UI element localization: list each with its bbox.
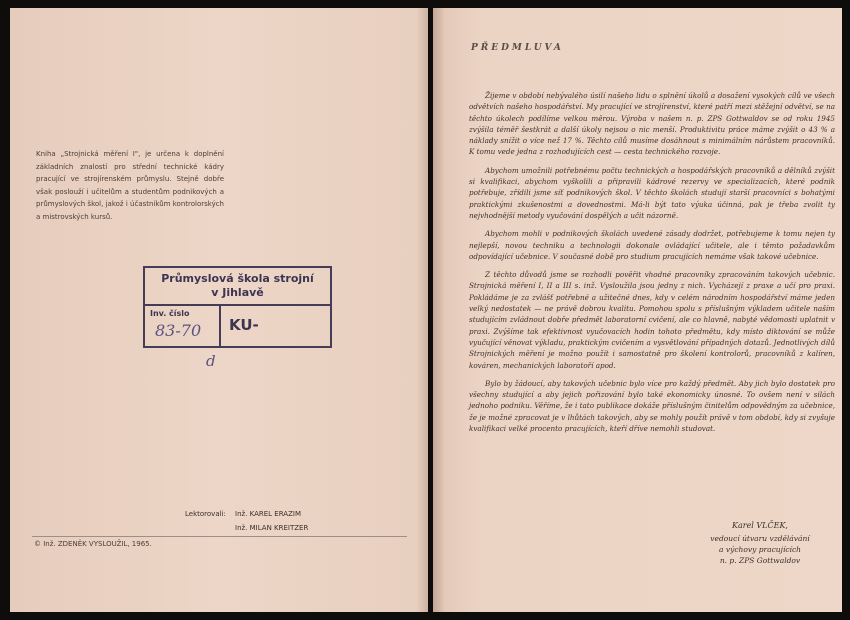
stamp-school-line-2: v Jihlavě xyxy=(211,286,264,299)
preface-paragraph: Abychom umožnili potřebnému počtu technických a hospodářských pracovníků a dělníků zvýšit si kvalifikaci, abychom vyškolili a připravili kádrové rezervy ve specializacích, které podnik potřebuje, zřídili jsme síť podnikových škol. V těchto školách studují starší pracovníci s bohatými praktickými zkušenostmi a dovednostmi. Má-li být tato výuka účinná, pak je třeba zvolit ty nejvhodnější metody vyučování dospělých a učit názorně. xyxy=(469,165,835,220)
preface-paragraph: Žijeme v období nebývalého úsilí našeho lidu o splnění úkolů a dosažení vysokých cílů ve všech odvětvích našeho hospodářství. My pracující ve strojírenství, které patří mezi stěžejní odvětví, se na těchto úkolech podílíme velkou měrou. Výroba v našem n. p. ZPS Gottwaldov se od roku 1945 zvýšila téměř šestkrát a další úkoly nejsou o nic menší. Produktivitu práce máme zvýšit o 43 % a náklady snížit o více než 17 %. Těchto cílů musíme dosáhnout s minimálním nárůstem pracovníků. K tomu vede jedna z rozhodujících cest — cesta technického rozvoje. xyxy=(469,91,835,157)
preface-paragraph: Abychom mohli v podnikových školách uvedené zásady dodržet, potřebujeme k tomu nejen ty nejlepší, novou techniku a technologii dokonale ovládající učitele, ale i těmto požadavkům odpovídající učebnice. V současné době pro studium pracujících nemáme však takové učebnice. xyxy=(469,229,835,261)
preface-paragraph: Z těchto důvodů jsme se rozhodli pověřit vhodné pracovníky zpracováním takových učebnic. Strojnická měření I, II a III s. inž. Vysloužila jsou jedny z nich. Vycházejí z praxe a učí pro praxi. Pokládáme je za zvlášť potřebné a užitečné dnes, kdy v celém národním hospodářství máme jeden velký nedostatek — ne právě dobrou kvalitu. Pomohou spolu s příslušným výkladem učitele naším studujícím zvládnout dobře předmět laboratorní cvičení, ale co hlavně, nabyté vědomosti uplatnit v praxi. Zvýšíme tak efektivnost vyučovacích hodin tohoto předmětu, kdy místo diktování se může vyučující věnovat výkladu, praktickým cvičením a vysvětlování případných dotazů. Jednotlivých dílů Strojnických měření je možno použít i samostatně pro školení kontrolorů, pracovníků z kalíren, kováren, mechanických laboratoří apod. xyxy=(469,270,835,370)
copyright-notice: © Inž. ZDENĚK VYSLOUŽIL, 1965. xyxy=(34,540,152,548)
reviewers-block xyxy=(185,507,308,535)
stamp-inventory-number: 83-70 xyxy=(155,321,202,340)
handwritten-mark: d xyxy=(206,352,216,370)
book-intro-text: Kniha „Strojnická měření I", je určena k doplnění základních znalostí pro střední technické kádry pracující ve strojírenském průmyslu. Stejně dobře však poslouží i učitelům a studentům podnikových a průmyslových škol, jakož i účastníkům kontrolorských a mistrovských kursů. xyxy=(36,150,224,221)
preface-signature xyxy=(685,520,835,566)
preface-paragraph: Bylo by žádoucí, aby takových učebnic bylo více pro každý předmět. Aby jich bylo dostatek pro všechny studující a aby jejich pořizování bylo také ekonomicky únosné. To ovšem není v silách jednoho podniku. Věříme, že i tato publikace dokáže příslušným činitelům odpovědným za učebnice, že je možné zpracovat je v lhůtách takových, aby se mohly použít právě v tom období, kdy si zvyšuje kvalifikaci velké procento pracujících, kteří dříve nemohli studovat. xyxy=(469,378,835,434)
stamp-inventory-row xyxy=(145,304,330,346)
stamp-school-name xyxy=(145,272,330,300)
gutter-shadow xyxy=(416,8,428,612)
reviewer-row-2 xyxy=(185,521,308,535)
stamp-classification-code: KU- xyxy=(229,316,259,334)
reviewer-name-1: Inž. KAREL ERAZIM xyxy=(235,510,301,518)
right-page xyxy=(433,8,842,612)
copyright-divider xyxy=(32,536,407,537)
reviewers-label: Lektorovali: xyxy=(185,510,226,518)
stamp-inventory-cell xyxy=(145,306,221,346)
signature-name: Karel VLČEK, xyxy=(732,521,788,530)
gutter-shadow xyxy=(433,8,445,612)
reviewer-row-1 xyxy=(185,507,308,521)
stamp-school-line-1: Průmyslová škola strojní xyxy=(161,272,314,285)
preface-heading: PŘEDMLUVA xyxy=(471,43,564,53)
signature-title-line-2: a výchovy pracujících xyxy=(719,545,801,554)
signature-title-line-1: vedoucí útvaru vzdělávání xyxy=(710,534,810,543)
reviewer-name-2: Inž. MILAN KREITZER xyxy=(235,524,309,532)
stamp-inventory-label: Inv. číslo xyxy=(150,309,190,318)
preface-body xyxy=(469,90,835,441)
library-stamp xyxy=(143,266,332,348)
left-page xyxy=(10,8,428,612)
signature-title-line-3: n. p. ZPS Gottwaldov xyxy=(719,556,801,565)
